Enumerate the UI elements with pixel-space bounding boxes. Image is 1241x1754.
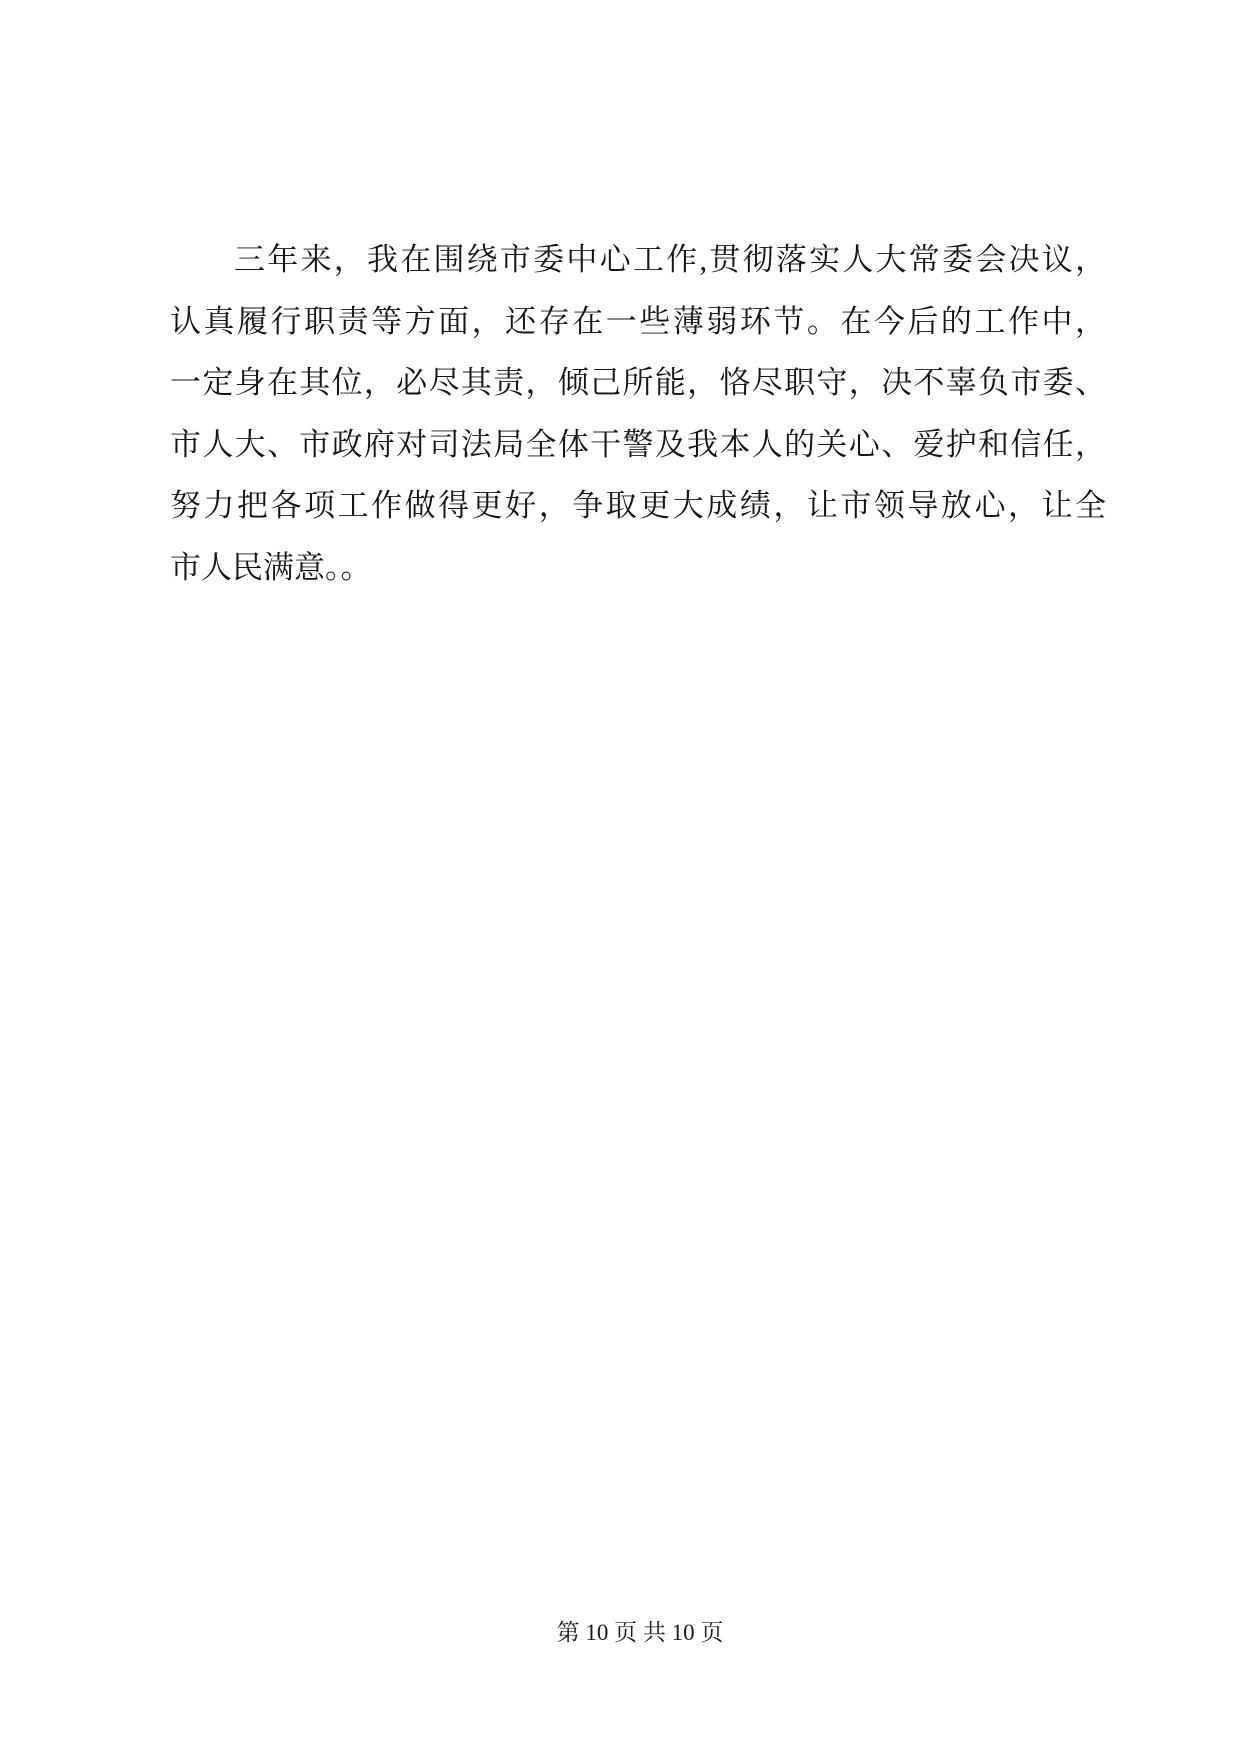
paragraph-line: 三年来，我在围绕市委中心工作,贯彻落实人大常委会决议， (234, 242, 1106, 277)
paragraph-line: 市人大、市政府对司法局全体干警及我本人的关心、爱护和信任， (170, 426, 1106, 462)
page-number-text: 第 10 页 共 10 页 (556, 1620, 724, 1645)
paragraph-line: 认真履行职责等方面，还存在一些薄弱环节。在今后的工作中， (170, 303, 1106, 339)
closing-paragraph (170, 229, 1106, 598)
paragraph-line: 一定身在其位，必尽其责，倾己所能，恪尽职守，决不辜负市委、 (170, 365, 1106, 400)
page-footer (170, 1618, 1110, 1648)
paragraph-line: 市人民满意。。 (170, 549, 372, 585)
paragraph-line: 努力把各项工作做得更好，争取更大成绩，让市领导放心，让全 (170, 488, 1106, 523)
